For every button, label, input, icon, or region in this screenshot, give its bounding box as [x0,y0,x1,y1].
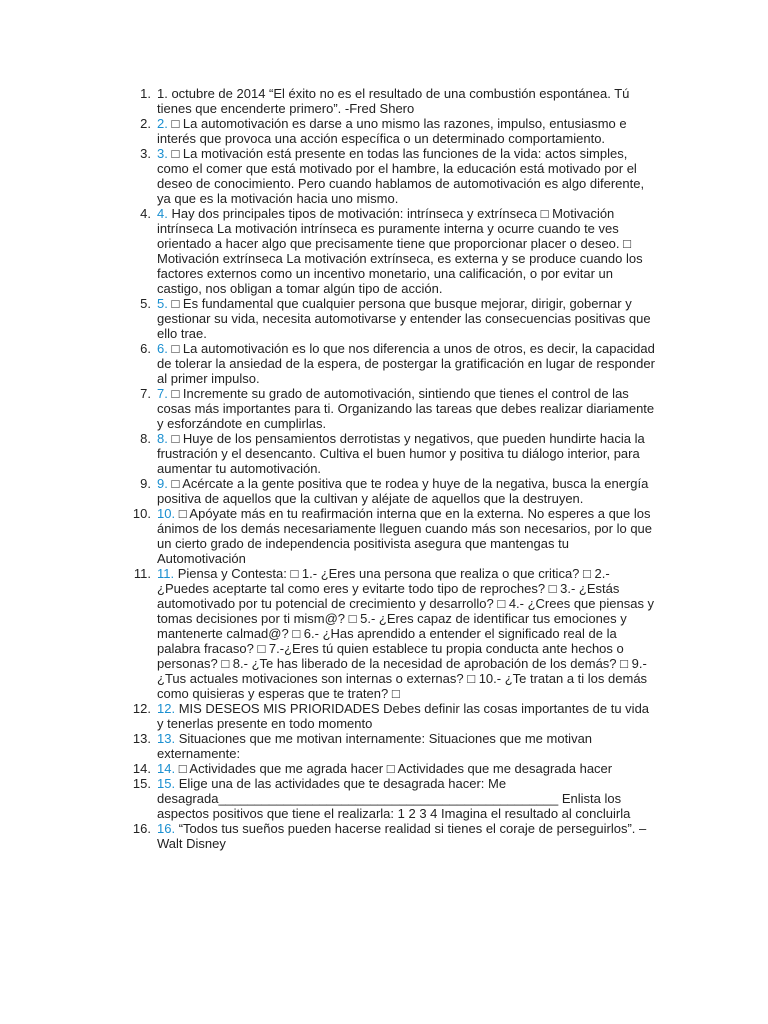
item-number-link[interactable]: 4. [157,206,168,221]
item-text: □ Acércate a la gente positiva que te rodea y huye de la negativa, busca la energía positiva de aquellos que la cultivan y aléjate de aquellos que la destruyen. [157,476,649,506]
item-number-link[interactable]: 12. [157,701,176,716]
item-number-link[interactable]: 14. [157,761,176,776]
list-marker: 10. [132,506,151,521]
list-item [119,566,659,701]
list-item [119,776,659,821]
list-marker: 7. [140,386,151,401]
list-marker: 5. [140,296,151,311]
list-marker: 4. [140,206,151,221]
item-number-link[interactable]: 8. [157,431,168,446]
item-text: Hay dos principales tipos de motivación: intrínseca y extrínseca □ Motivación intrínseca La motivación intrínseca es puramente interna y ocurre cuando te ves orientado a hacer algo que precisamente tiene que proporcionar placer o deseo. □ Motivación extrínseca La motivación extrínseca, es externa y se produce cuando los factores externos como un incentivo monetario, una calificación, o por evitar un castigo, nos obligan a tomar algún tipo de acción. [157,206,643,296]
item-text: □ Apóyate más en tu reafirmación interna que en la externa. No esperes a que los ánimos de los demás necesariamente lleguen cuando más son necesarios, por lo que un cierto grado de independencia positivista asegura que mantengas tu Automotivación [157,506,653,566]
list-item [119,731,659,761]
item-text: □ Incremente su grado de automotivación, sintiendo que tienes el control de las cosas más importantes para ti. Organizando las tareas que debes realizar diariamente y esforzándote en cumplirlas. [157,386,655,431]
numbered-list [119,86,659,851]
list-item [119,761,659,776]
list-marker: 11. [133,566,151,581]
list-item [119,386,659,431]
list-marker: 2. [140,116,151,131]
list-item [119,296,659,341]
item-number-link[interactable]: 13. [157,731,176,746]
list-marker: 8. [140,431,151,446]
item-number-link[interactable]: 11. [157,566,175,581]
item-number-link[interactable]: 15. [157,776,176,791]
list-marker: 13. [132,731,151,746]
item-text: □ Actividades que me agrada hacer □ Actividades que me desagrada hacer [175,761,613,776]
item-text: □ Huye de los pensamientos derrotistas y negativos, que pueden hundirte hacia la frustración y el desencanto. Cultiva el buen humor y positiva tu diálogo interior, para aumentar tu automotivación. [157,431,645,476]
list-item [119,146,659,206]
list-item [119,206,659,296]
list-marker: 14. [132,761,151,776]
list-marker: 15. [132,776,151,791]
list-item [119,341,659,386]
list-item [119,431,659,476]
item-text: MIS DESEOS MIS PRIORIDADES Debes definir las cosas importantes de tu vida y tenerlas presente en todo momento [157,701,650,731]
item-text: □ Es fundamental que cualquier persona que busque mejorar, dirigir, gobernar y gestionar su vida, necesita automotivarse y entender las consecuencias positivas que ello trae. [157,296,651,341]
item-text: 1. octubre de 2014 “El éxito no es el resultado de una combustión espontánea. Tú tienes que encenderte primero”. -Fred Shero [157,86,630,116]
item-number-link[interactable]: 7. [157,386,168,401]
list-marker: 1. [140,86,151,101]
item-text: Elige una de las actividades que te desagrada hacer: Me desagrada_______________________________________________ Enlista los aspectos positivos que tiene el realizarla: 1 2 3 4 Imagina el resultado al concluirla [157,776,631,821]
list-item [119,476,659,506]
list-item [119,821,659,851]
list-marker: 3. [140,146,151,161]
list-item [119,506,659,566]
list-item [119,86,659,116]
item-number-link[interactable]: 3. [157,146,168,161]
item-number-link[interactable]: 2. [157,116,168,131]
item-number-link[interactable]: 10. [157,506,176,521]
item-number-link[interactable]: 16. [157,821,176,836]
list-marker: 9. [140,476,151,491]
list-item [119,701,659,731]
item-text: □ La automotivación es darse a uno mismo las razones, impulso, entusiasmo e interés que provoca una acción específica o un determinado comportamiento. [157,116,627,146]
list-marker: 6. [140,341,151,356]
item-text: Situaciones que me motivan internamente: Situaciones que me motivan externamente: [157,731,593,761]
item-text: “Todos tus sueños pueden hacerse realidad si tienes el coraje de perseguirlos”. –Walt Disney [157,821,647,851]
item-text: □ La automotivación es lo que nos diferencia a unos de otros, es decir, la capacidad de tolerar la ansiedad de la espera, de postergar la gratificación en lugar de responder al primer impulso. [157,341,655,386]
item-text: □ La motivación está presente en todas las funciones de la vida: actos simples, como el comer que está motivado por el hambre, la educación está motivado por el deseo de conocimiento. Pero cuando hablamos de automotivación es algo diferente, ya que es la motivación hacia uno mismo. [157,146,645,206]
item-text: Piensa y Contesta: □ 1.- ¿Eres una persona que realiza o que critica? □ 2.- ¿Puedes aceptarte tal como eres y evitarte todo tipo de reproches? □ 3.- ¿Estás automotivado por tu potencial de crecimiento y desarrollo? □ 4.- ¿Crees que piensas y tomas decisiones por ti mism@? □ 5.- ¿Eres capaz de identificar tus emociones y mantenerte calmad@? □ 6.- ¿Has aprendido a entender el significado real de la palabra fracaso? □ 7.-¿Eres tú quien establece tu propia conducta ante hechos o personas? □ 8.- ¿Te has liberado de la necesidad de aprobación de los demás? □ 9.- ¿Tus actuales motivaciones son internas o externas? □ 10.- ¿Te tratan a ti los demás como quisieras y esperas que te traten? □ [157,566,655,701]
list-item [119,116,659,146]
item-number-link[interactable]: 6. [157,341,168,356]
item-number-link[interactable]: 9. [157,476,168,491]
list-marker: 12. [132,701,151,716]
item-number-link[interactable]: 5. [157,296,168,311]
list-marker: 16. [132,821,151,836]
